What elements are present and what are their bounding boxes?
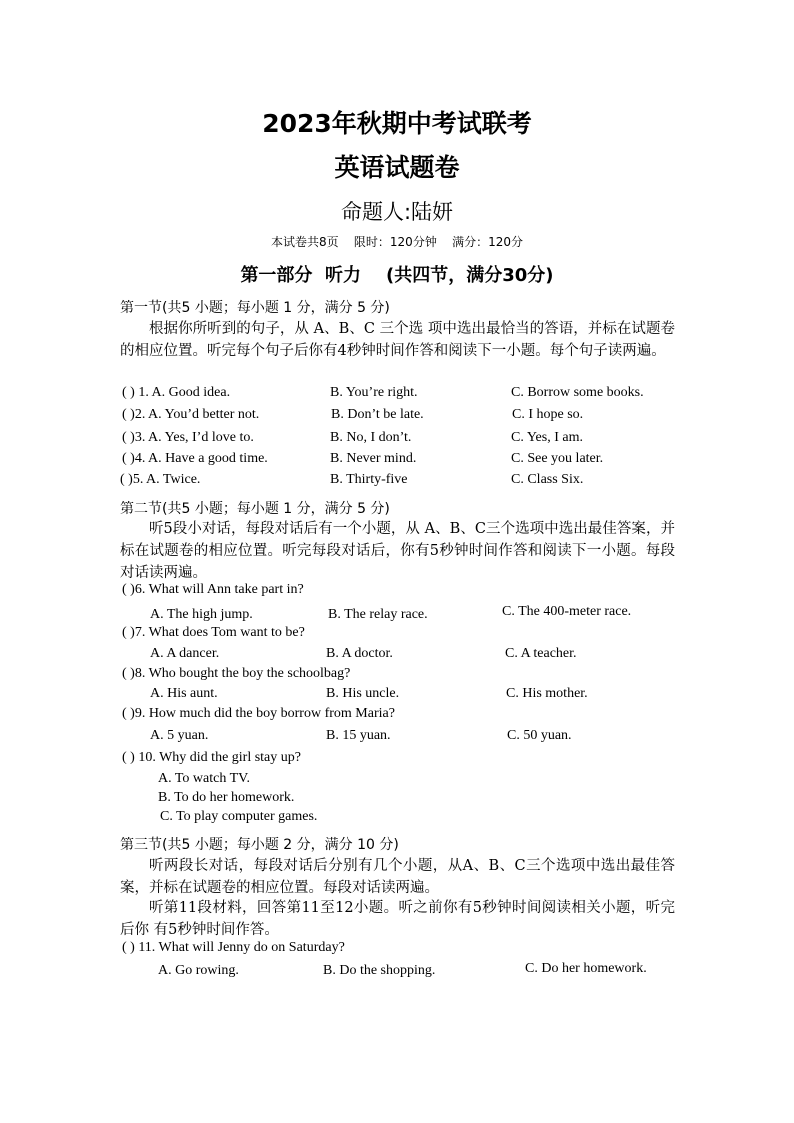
q2-stem: ( )2. A. You’d better not. [122, 407, 260, 422]
section2-instructions: 听5段小对话，每段对话后有一个小题，从 A、B、C三个选项中选出最佳答案，并标在试题卷的相应位置。听完每段对话后，你有5秒钟时间作答和阅读下一小题。每段对话读两遍。 [120, 521, 675, 581]
q3-option-b: B. No, I don’t. [330, 430, 412, 445]
q10-option-a: A. To watch TV. [158, 771, 250, 786]
q7-option-b: B. A doctor. [326, 646, 393, 661]
section3-instructions-2: 听第11段材料，回答第11至12小题。听之前你有5秒钟时间阅读相关小题，听完后你 有5秒钟时间作答。 [120, 900, 675, 938]
q4-stem: ( )4. A. Have a good time. [122, 451, 268, 466]
section3-heading: 第三节(共5 小题；每小题 2 分，满分 10 分) [120, 837, 399, 853]
exam-author: 命题人:陆妍 [340, 200, 454, 224]
q8-option-a: A. His aunt. [150, 686, 218, 701]
q6-option-a: A. The high jump. [150, 607, 253, 622]
q11-option-c: C. Do her homework. [525, 961, 647, 976]
q6-option-c: C. The 400-meter race. [502, 604, 632, 619]
q2-option-c: C. I hope so. [512, 407, 584, 422]
exam-title: 2023年秋期中考试联考 [262, 109, 532, 138]
q5-option-b: B. Thirty-five [330, 472, 408, 487]
exam-subject: 英语试题卷 [334, 153, 460, 182]
q6-stem: ( )6. What will Ann take part in? [122, 582, 304, 597]
q9-option-c: C. 50 yuan. [507, 728, 572, 743]
q11-stem: ( ) 11. What will Jenny do on Saturday? [122, 940, 345, 955]
q2-option-b: B. Don’t be late. [331, 407, 424, 422]
q1-stem: ( ) 1. A. Good idea. [122, 385, 231, 400]
q10-stem: ( ) 10. Why did the girl stay up? [122, 750, 301, 765]
q4-option-c: C. See you later. [511, 451, 604, 466]
q10-option-b: B. To do her homework. [158, 790, 295, 805]
exam-info: 本试卷共8页 限时：120分钟 满分：120分 [271, 235, 523, 249]
q4-option-b: B. Never mind. [330, 451, 417, 466]
q5-option-c: C. Class Six. [511, 472, 584, 487]
q9-option-b: B. 15 yuan. [326, 728, 391, 743]
q8-option-b: B. His uncle. [326, 686, 400, 701]
q8-option-c: C. His mother. [506, 686, 588, 701]
q11-option-b: B. Do the shopping. [323, 963, 436, 978]
part-one-title: 第一部分 听力 (共四节，满分30分) [240, 265, 554, 286]
section2-heading: 第二节(共5 小题；每小题 1 分，满分 5 分) [120, 501, 390, 517]
q6-option-b: B. The relay race. [328, 607, 428, 622]
q7-option-c: C. A teacher. [505, 646, 577, 661]
section3-instructions: 听两段长对话，每段对话后分别有几个小题，从A、B、C三个选项中选出最佳答案，并标在试题卷的相应位置。每段对话读两遍。 [120, 858, 675, 896]
q7-stem: ( )7. What does Tom want to be? [122, 625, 305, 640]
q1-option-c: C. Borrow some books. [511, 385, 644, 400]
q3-option-c: C. Yes, I am. [511, 430, 583, 445]
q7-option-a: A. A dancer. [150, 646, 220, 661]
q1-option-b: B. You’re right. [330, 385, 418, 400]
q3-stem: ( )3. A. Yes, I’d love to. [122, 430, 254, 445]
section1-instructions: 根据你所听到的句子，从 A、B、C 三个选 项中选出最恰当的答语，并标在试题卷的相应位置。听完每个句子后你有4秒钟时间作答和阅读下一小题。每个句子读两遍。 [120, 321, 675, 359]
q11-option-a: A. Go rowing. [158, 963, 239, 978]
q10-option-c: C. To play computer games. [160, 809, 318, 824]
q9-option-a: A. 5 yuan. [150, 728, 209, 743]
section1-heading: 第一节(共5 小题；每小题 1 分，满分 5 分) [120, 300, 390, 316]
q9-stem: ( )9. How much did the boy borrow from Maria? [122, 706, 395, 721]
q5-stem: ( )5. A. Twice. [120, 472, 201, 487]
q8-stem: ( )8. Who bought the boy the schoolbag? [122, 666, 351, 681]
